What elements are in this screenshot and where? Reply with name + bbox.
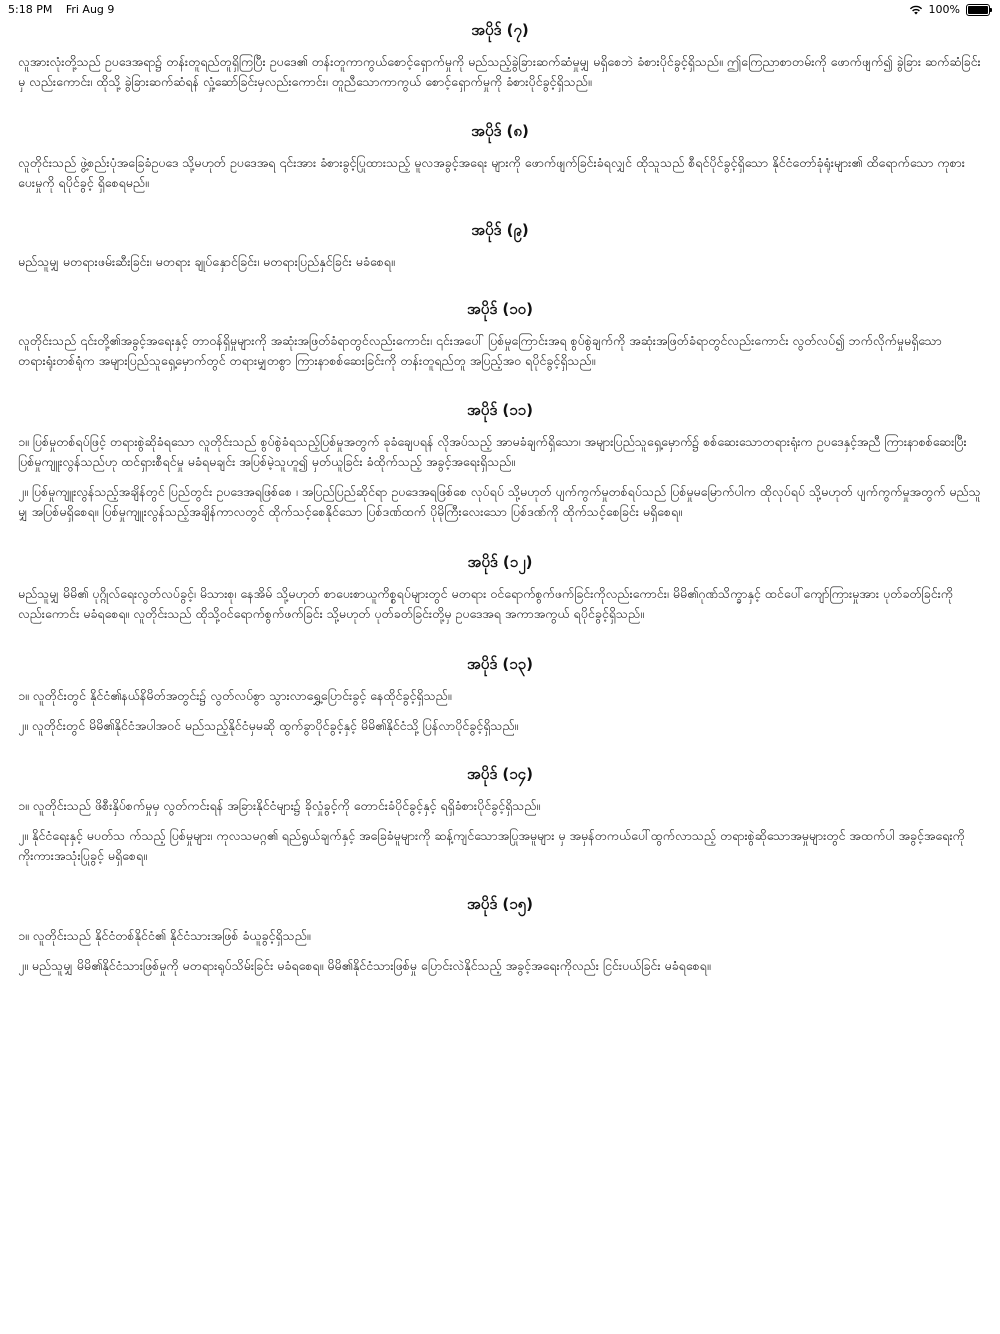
article-paragraph: ၂။ ပြစ်မှုကျူးလွန်သည့်အချိန်တွင် ပြည်တွင်း ဥပဒေအရဖြစ်စေ ၊ အပြည်ပြည်ဆိုင်ရာ ဥပဒေအရဖြစ်စေ လုပ်ရပ် သို့မဟုတ် ပျက်ကွက်မှုတစ်ရပ်သည် ပြစ်မှုမမြောက်ပါက ထိုလုပ်ရပ် သို့မဟုတ် ပျက်ကွက်မှုအတွက် မည်သူမျှ အပြစ်မရှိစေရ။ ပြစ်မှုကျူးလွန်သည့်အချိန်ကာလတွင် ထိုက်သင့်စေနိုင်သော ပြစ်ဒဏ်ထက် ပိုမိုကြီးလေးသော ပြစ်ဒဏ်ကို ထိုက်သင့်စေခြင်း မရှိစေရ။ (18, 484, 981, 519)
article-section (18, 892, 982, 976)
article-paragraph: ၁။ လူတိုင်းတွင် နိုင်ငံ၏နယ်နိမိတ်အတွင်း၌ လွတ်လပ်စွာ သွားလာရွှေ့ပြောင်းခွင့် နေထိုင်ခွင့်ရှိသည်။ (18, 688, 452, 703)
wifi-icon (909, 5, 923, 15)
article-paragraph: ၂။ နိုင်ငံရေးနှင့် မပတ်သ က်သည့် ပြစ်မှုများ၊ ကုလသမဂ္ဂ၏ ရည်ရွယ်ချက်နှင့် အခြေခံမူများကို ဆန့်ကျင်သောအပြုအမူများ မှ အမှန်တကယ်ပေါ်ထွက်လာသည့် တရားစွဲဆိုသောအမှုများတွင် အထက်ပါ အခွင့်အရေးကို ကိုးကားအသုံးပြုခွင့် မရှိစေရ။ (18, 828, 965, 863)
article-heading: အပိုဒ် (၁၀) (467, 300, 533, 318)
article-section (18, 297, 982, 371)
status-left (8, 3, 124, 16)
article-paragraph: မည်သူမျှ မတရားဖမ်းဆီးခြင်း၊ မတရား ချုပ်နှောင်ခြင်း၊ မတရားပြည်နှင်ခြင်း မခံစေရ။ (18, 254, 395, 269)
article-section (18, 762, 982, 866)
article-paragraph: ၁။ လူတိုင်းသည် နိုင်ငံတစ်နိုင်ငံ၏ နိုင်ငံသားအဖြစ် ခံယူခွင့်ရှိသည်။ (18, 928, 311, 943)
status-date: Fri Aug 9 (65, 3, 115, 16)
article-heading: အပိုဒ် (၁၄) (467, 765, 533, 783)
document-body (18, 18, 982, 976)
article-heading: အပိုဒ် (၁၂) (467, 553, 533, 571)
article-section (18, 18, 982, 92)
article-heading: အပိုဒ် (၇) (471, 21, 529, 39)
article-heading: အပိုဒ် (၁၃) (467, 655, 533, 673)
article-paragraph: လူအားလုံးတို့သည် ဥပဒေအရာ၌ တန်းတူရည်တူရှိကြပြီး ဥပဒေ၏ တန်းတူကာကွယ်စောင့်ရှောက်မှုကို မည်သည့်ခွဲခြားဆက်ဆံမှုမျှ မရှိစေဘဲ ခံစားပိုင်ခွင့်ရှိသည်။ ဤကြေညာစာတမ်းကို ဖောက်ဖျက်၍ ခွဲခြား ဆက်ဆံခြင်းမှ လည်းကောင်း၊ ထိုသို့ ခွဲခြားဆက်ဆံရန် လှုံ့ဆော်ခြင်းမှလည်းကောင်း၊ တူညီသောကာကွယ် စောင့်ရှောက်မှုကို ခံစားပိုင်ခွင့်ရှိသည်။ (18, 54, 981, 89)
status-bar (0, 0, 1000, 20)
article-section (18, 119, 982, 193)
article-paragraph: မည်သူမျှ မိမိ၏ ပုဂ္ဂိုလ်ရေးလွတ်လပ်ခွင့်၊ မိသားစု၊ နေအိမ် သို့မဟုတ် စာပေးစာယူကိစ္စရပ်များတွင် မတရား ဝင်ရောက်စွက်ဖက်ခြင်းကိုလည်းကောင်း၊ မိမိ၏ဂုဏ်သိက္ခာနှင့် ထင်ပေါ်ကျော်ကြားမှုအား ပုတ်ခတ်ခြင်းကို လည်းကောင်း မခံရစေရ။ လူတိုင်းသည် ထိုသို့ဝင်ရောက်စွက်ဖက်ခြင်း သို့မဟုတ် ပုတ်ခတ်ခြင်းတို့မှ ဥပဒေအရ အကာအကွယ် ရပိုင်ခွင့်ရှိသည်။ (18, 586, 954, 621)
article-heading: အပိုဒ် (၉) (471, 221, 529, 239)
article-section (18, 218, 982, 272)
article-section (18, 398, 982, 522)
status-right (909, 3, 990, 16)
article-paragraph: ၂။ လူတိုင်းတွင် မိမိ၏နိုင်ငံအပါအဝင် မည်သည့်နိုင်ငံမှမဆို ထွက်ခွာပိုင်ခွင့်နှင့် မိမိ၏နိုင်ငံသို့ ပြန်လာပိုင်ခွင့်ရှိသည်။ (18, 718, 519, 733)
article-paragraph: ၁။ ပြစ်မှုတစ်ရပ်ဖြင့် တရားစွဲဆိုခံရသော လူတိုင်းသည် စွပ်စွဲခံရသည့်ပြစ်မှုအတွက် ခုခံချေပရန် လိုအပ်သည့် အာမခံချက်ရှိသော၊ အများပြည်သူရှေ့မှောက်၌ စစ်ဆေးသောတရားရုံးက ဥပဒေနှင့်အညီ ကြားနာစစ်ဆေးပြီး ပြစ်မှုကျူးလွန်သည်ဟု ထင်ရှားစီရင်မှု မခံရမချင်း အပြစ်မဲ့သူဟူ၍ မှတ်ယူခြင်း ခံထိုက်သည့် အခွင့်အရေးရှိသည်။ (18, 434, 967, 469)
article-heading: အပိုဒ် (၁၁) (467, 401, 533, 419)
article-section (18, 652, 982, 736)
battery-percent: 100% (928, 3, 960, 16)
article-heading: အပိုဒ် (၁၅) (467, 895, 533, 913)
article-heading: အပိုဒ် (၈) (471, 122, 529, 140)
battery-icon (966, 4, 990, 16)
status-time: 5:18 PM (8, 3, 53, 16)
article-paragraph: လူတိုင်းသည် ၎င်းတို့၏အခွင့်အရေးနှင့် တာဝန်ရှိမှုများကို အဆုံးအဖြတ်ခံရာတွင်လည်းကောင်း၊ ၎င်းအပေါ် ပြစ်မှုကြောင်းအရ စွပ်စွဲချက်ကို အဆုံးအဖြတ်ခံရာတွင်လည်းကောင်း လွတ်လပ်၍ ဘက်လိုက်မှုမရှိသော တရားရုံးတစ်ရုံက အများပြည်သူရှေ့မှောက်တွင် တရားမျှတစွာ ကြားနာစစ်ဆေးခြင်းကို တန်းတူရည်တူ အပြည့်အဝ ရပိုင်ခွင့်ရှိသည်။ (18, 333, 942, 368)
article-section (18, 550, 982, 624)
article-paragraph: ၁။ လူတိုင်းသည် ဖိစီးနှိပ်စက်မှုမှ လွတ်ကင်းရန် အခြားနိုင်ငံများ၌ ခိုလှုံခွင့်ကို တောင်းခံပိုင်ခွင့်နှင့် ရရှိခံစားပိုင်ခွင့်ရှိသည်။ (18, 798, 541, 813)
article-paragraph: ၂။ မည်သူမျှ မိမိ၏နိုင်ငံသားဖြစ်မှုကို မတရားရုပ်သိမ်းခြင်း မခံရစေရ။ မိမိ၏နိုင်ငံသားဖြစ်မှု ပြောင်းလဲနိုင်သည့် အခွင့်အရေးကိုလည်း ငြင်းပယ်ခြင်း မခံရစေရ။ (18, 958, 711, 973)
article-paragraph: လူတိုင်းသည် ဖွဲ့စည်းပုံအခြေခံဥပဒေ သို့မဟုတ် ဥပဒေအရ ၎င်းအား ခံစားခွင့်ပြုထားသည့် မူလအခွင့်အရေး များကို ဖောက်ဖျက်ခြင်းခံရလျှင် ထိုသူသည် စီရင်ပိုင်ခွင့်ရှိသော နိုင်ငံတော်ခုံရုံးများ၏ ထိရောက်သော ကုစားပေးမှုကို ရပိုင်ခွင့် ရှိစေရမည်။ (18, 155, 965, 190)
